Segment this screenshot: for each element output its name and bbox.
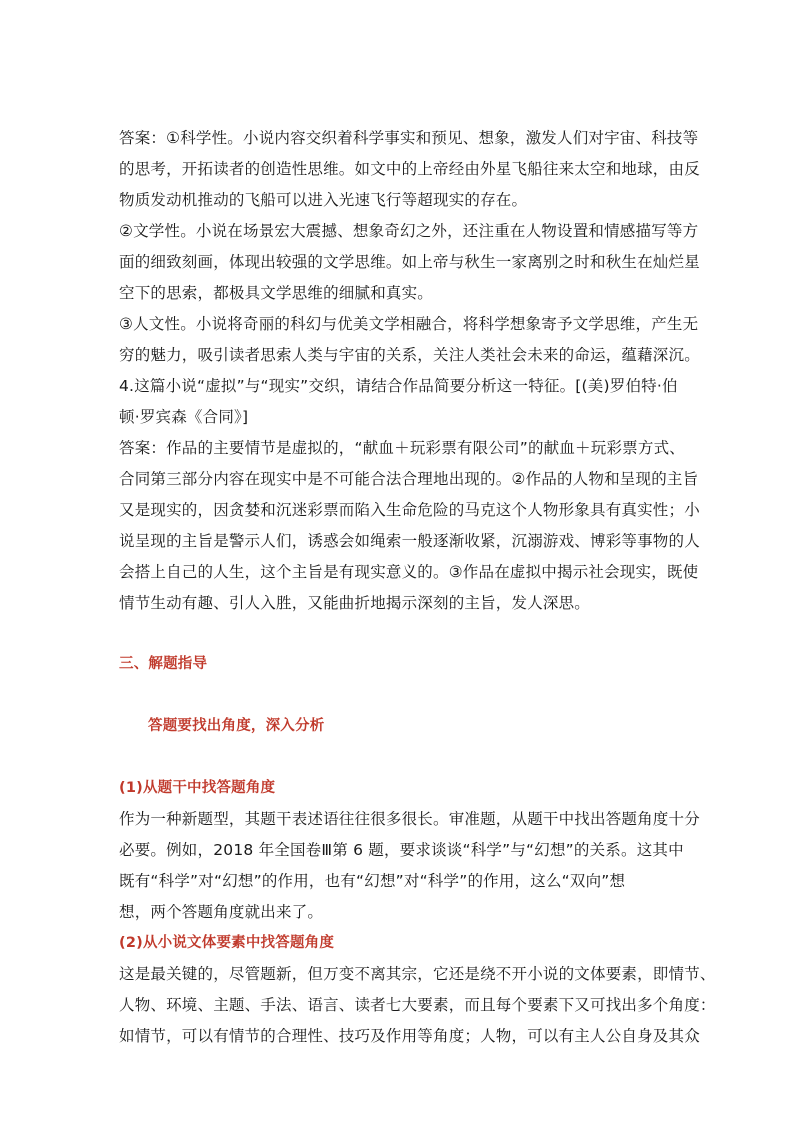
text-line: 情节生动有趣、引人入胜，又能曲折地揭示深刻的主旨，发人深思。 (119, 594, 591, 612)
point-heading: (1)从题干中找答题角度 (119, 780, 276, 796)
text-line: 面的细致刻画，体现出较强的文学思维。如上帝与秋生一家离别之时和秋生在灿烂星 (119, 253, 700, 271)
sub-heading: 答题要找出角度，深入分析 (148, 718, 325, 734)
text-line: 想，两个答题角度就出来了。 (119, 903, 324, 921)
text-line: 答案：①科学性。小说内容交织着科学事实和预见、想象，激发人们对宇宙、科技等 (119, 129, 699, 147)
text-line: 穷的魅力，吸引读者思索人类与宇宙的关系，关注人类社会未来的命运，蕴藉深沉。 (119, 346, 700, 364)
text-line: 必要。例如，2018 年全国卷Ⅲ第 6 题，要求谈谈“科学”与“幻想”的关系。这其中 (119, 841, 684, 859)
text-line: 作为一种新题型，其题干表述语往往很多很长。审准题，从题干中找出答题角度十分 (119, 810, 700, 828)
point-heading: (2)从小说文体要素中找答题角度 (119, 935, 335, 951)
text-line: 说呈现的主旨是警示人们，诱惑会如绳索一般逐渐收紧，沉溺游戏、博彩等事物的人 (119, 532, 700, 550)
text-line: 答案：作品的主要情节是虚拟的，“献血＋玩彩票有限公司”的献血＋玩彩票方式、 (119, 439, 685, 457)
text-line: 又是现实的，因贪婪和沉迷彩票而陷入生命危险的马克这个人物形象具有真实性；小 (119, 501, 700, 519)
text-line: 人物、环境、主题、手法、语言、读者七大要素，而且每个要素下又可找出多个角度： (119, 996, 716, 1014)
text-line: 既有“科学”对“幻想”的作用，也有“幻想”对“科学”的作用，这么“双向”想 (119, 872, 626, 890)
text-line: ②文学性。小说在场景宏大震撼、想象奇幻之外，还注重在人物设置和情感描写等方 (119, 222, 699, 240)
question-line: 顿·罗宾森《合同》] (119, 408, 249, 426)
text-line: 如情节，可以有情节的合理性、技巧及作用等角度；人物，可以有主人公自身及其众 (119, 1027, 700, 1045)
question-line: 4.这篇小说“虚拟”与“现实”交织，请结合作品简要分析这一特征。[(美)罗伯特·伯 (119, 377, 678, 395)
text-line: 物质发动机推动的飞船可以进入光速飞行等超现实的存在。 (119, 191, 528, 209)
text-line: 空下的思索，都极具文学思维的细腻和真实。 (119, 284, 434, 302)
text-line: 合同第三部分内容在现实中是不可能合法合理地出现的。②作品的人物和呈现的主旨 (119, 470, 699, 488)
text-line: ③人文性。小说将奇丽的科幻与优美文学相融合，将科学想象寄予文学思维，产生无 (119, 315, 699, 333)
text-line: 会搭上自己的人生，这个主旨是有现实意义的。③作品在虚拟中揭示社会现实，既使 (119, 563, 699, 581)
section-heading: 三、解题指导 (119, 656, 208, 672)
text-line: 这是最关键的，尽管题新，但万变不离其宗，它还是绕不开小说的文体要素，即情节、 (119, 965, 716, 983)
text-line: 的思考，开拓读者的创造性思维。如文中的上帝经由外星飞船往来太空和地球，由反 (119, 160, 700, 178)
